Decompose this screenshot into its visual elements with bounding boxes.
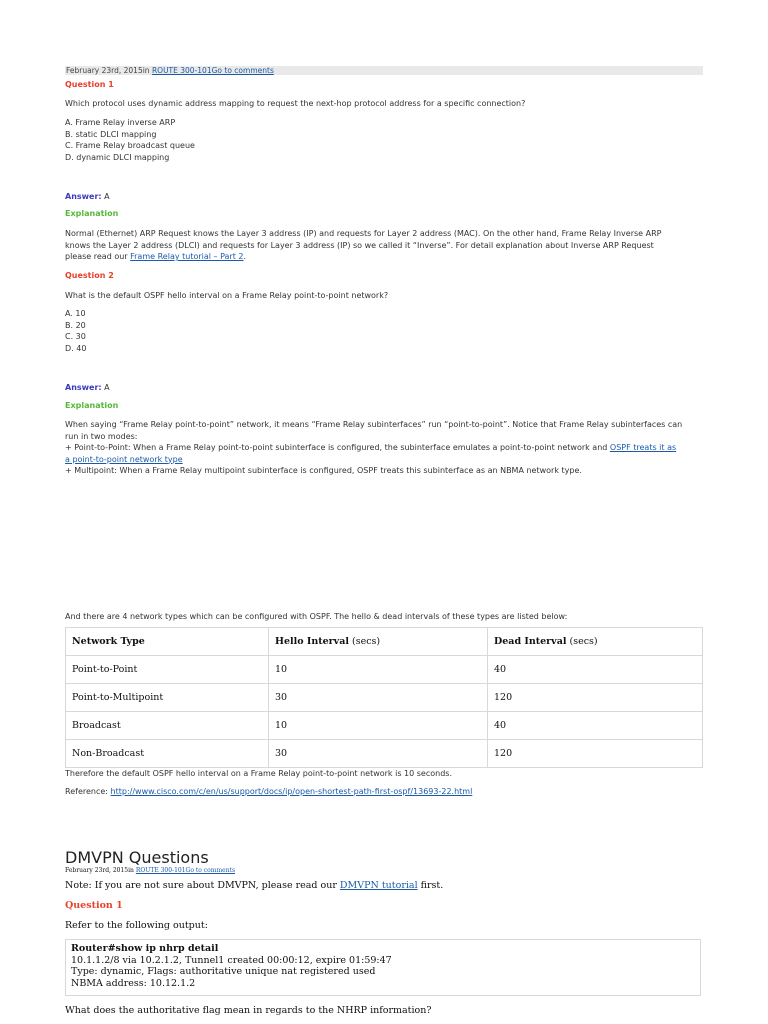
answer-value: A [101,192,110,201]
section-title: DMVPN Questions [65,848,209,867]
table-cell: 10 [269,656,488,684]
table-cell: 30 [269,684,488,712]
answer-2 [65,382,705,394]
category-link[interactable]: ROUTE 300-101 [151,66,212,75]
explanation-line: knows the Layer 2 address (DLCI) and requests for Layer 3 address (IP) so we called it “Inverse”. For detail explanation about Inverse ARP Request [65,240,654,250]
answer-value: A [101,383,110,392]
option: D. 40 [65,343,87,353]
dmvpn-note [65,880,443,891]
category-link[interactable]: ROUTE 300-101 [135,867,186,874]
explanation-2-label: Explanation [65,401,119,410]
comments-link[interactable]: Go to comments [211,66,274,75]
table-header-cell: Network Type [66,628,269,656]
explanation-line [65,442,705,454]
option: B. static DLCI mapping [65,129,157,139]
dmvpn-tutorial-link[interactable]: DMVPN tutorial [339,880,418,891]
question-2-options [65,308,705,354]
option: B. 20 [65,320,86,330]
note-text: Note: If you are not sure about DMVPN, please read our [65,880,340,891]
post-date: February 23rd, 2015in [66,66,152,75]
conclusion-text: Therefore the default OSPF hello interval on a Frame Relay point-to-point network is 10 seconds. [65,769,453,778]
explanation-line: Normal (Ethernet) ARP Request knows the Layer 3 address (IP) and requests for Layer 2 address (MAC). On the other hand, Frame Relay Inverse ARP [65,229,662,238]
option: D. dynamic DLCI mapping [65,152,170,162]
output-line: NBMA address: 10.12.1.2 [71,977,196,989]
dmvpn-meta [65,867,235,875]
option: A. 10 [65,309,86,318]
explanation-text: please read our [65,252,131,261]
table-cell: 120 [488,740,703,768]
option: A. Frame Relay inverse ARP [65,118,176,127]
explanation-text: + Point-to-Point: When a Frame Relay point-to-point subinterface is configured, the subinterface emulates a point-to-point network and [65,443,610,452]
table-header-cell: Hello Interval (secs) [269,628,488,656]
explanation-1-label: Explanation [65,209,119,218]
explanation-2-text [65,419,705,477]
table-cell: Point-to-Point [66,656,269,684]
explanation-line: When saying “Frame Relay point-to-point” network, it means “Frame Relay subinterfaces” run “point-to-point”. Notice that Frame Relay subinterfaces can [65,420,683,429]
table-header-cell: Dead Interval (secs) [488,628,703,656]
output-command: Router#show ip nhrp detail [71,943,219,954]
table-cell: 30 [269,740,488,768]
explanation-text: . [243,252,247,261]
table-row [66,712,703,740]
refer-text: Refer to the following output: [65,920,208,931]
table-row [66,656,703,684]
answer-label: Answer: [65,383,102,392]
comments-link[interactable]: Go to comments [185,867,236,874]
explanation-line: run in two modes: [65,431,138,441]
table-cell: Broadcast [66,712,269,740]
reference-link[interactable]: http://www.cisco.com/c/en/us/support/docs/ip/open-shortest-path-first-ospf/13693-22.html [110,787,473,796]
explanation-line: + Multipoint: When a Frame Relay multipoint subinterface is configured, OSPF treats this subinterface as an NBMA network type. [65,466,582,475]
output-line: 10.1.1.2/8 via 10.2.1.2, Tunnel1 created 00:00:12, expire 01:59:47 [71,954,392,966]
table-intro: And there are 4 network types which can be configured with OSPF. The hello & dead intervals of these types are listed below: [65,612,568,621]
ospf-link[interactable]: OSPF treats it as [609,443,677,452]
explanation-line [65,251,705,263]
table-cell: 40 [488,656,703,684]
reference [65,786,705,798]
answer-label: Answer: [65,192,102,201]
answer-1 [65,191,705,203]
question-1-options [65,117,705,163]
output-box [65,939,701,996]
table-cell: Non-Broadcast [66,740,269,768]
table-cell: 10 [269,712,488,740]
question-1-text: Which protocol uses dynamic address mapping to request the next-hop protocol address for a specific connection? [65,99,526,108]
question-2-label: Question 2 [65,271,114,280]
frame-relay-tutorial-link[interactable]: Frame Relay tutorial – Part 2 [130,252,244,261]
table-cell: 40 [488,712,703,740]
network-types-table [65,627,703,768]
post-date: February 23rd, 2015in [65,867,136,874]
option: C. 30 [65,332,86,341]
table-row [66,740,703,768]
question-2-text: What is the default OSPF hello interval on a Frame Relay point-to-point network? [65,291,389,300]
option: C. Frame Relay broadcast queue [65,141,195,150]
dmvpn-question-label: Question 1 [65,900,123,911]
explanation-1-text [65,228,705,263]
table-cell: 120 [488,684,703,712]
table-cell: Point-to-Multipoint [66,684,269,712]
explanation-line [65,454,705,466]
table-header-row [66,628,703,656]
reference-label: Reference: [65,787,111,796]
question-1-label: Question 1 [65,80,114,89]
note-text: first. [417,880,444,891]
output-line: Type: dynamic, Flags: authoritative unique nat registered used [71,966,376,977]
table-row [66,684,703,712]
dmvpn-question-text: What does the authoritative flag mean in regards to the NHRP information? [65,1005,432,1016]
post-meta-bar [65,66,703,75]
ospf-link-cont[interactable]: a point-to-point network type [65,454,183,464]
